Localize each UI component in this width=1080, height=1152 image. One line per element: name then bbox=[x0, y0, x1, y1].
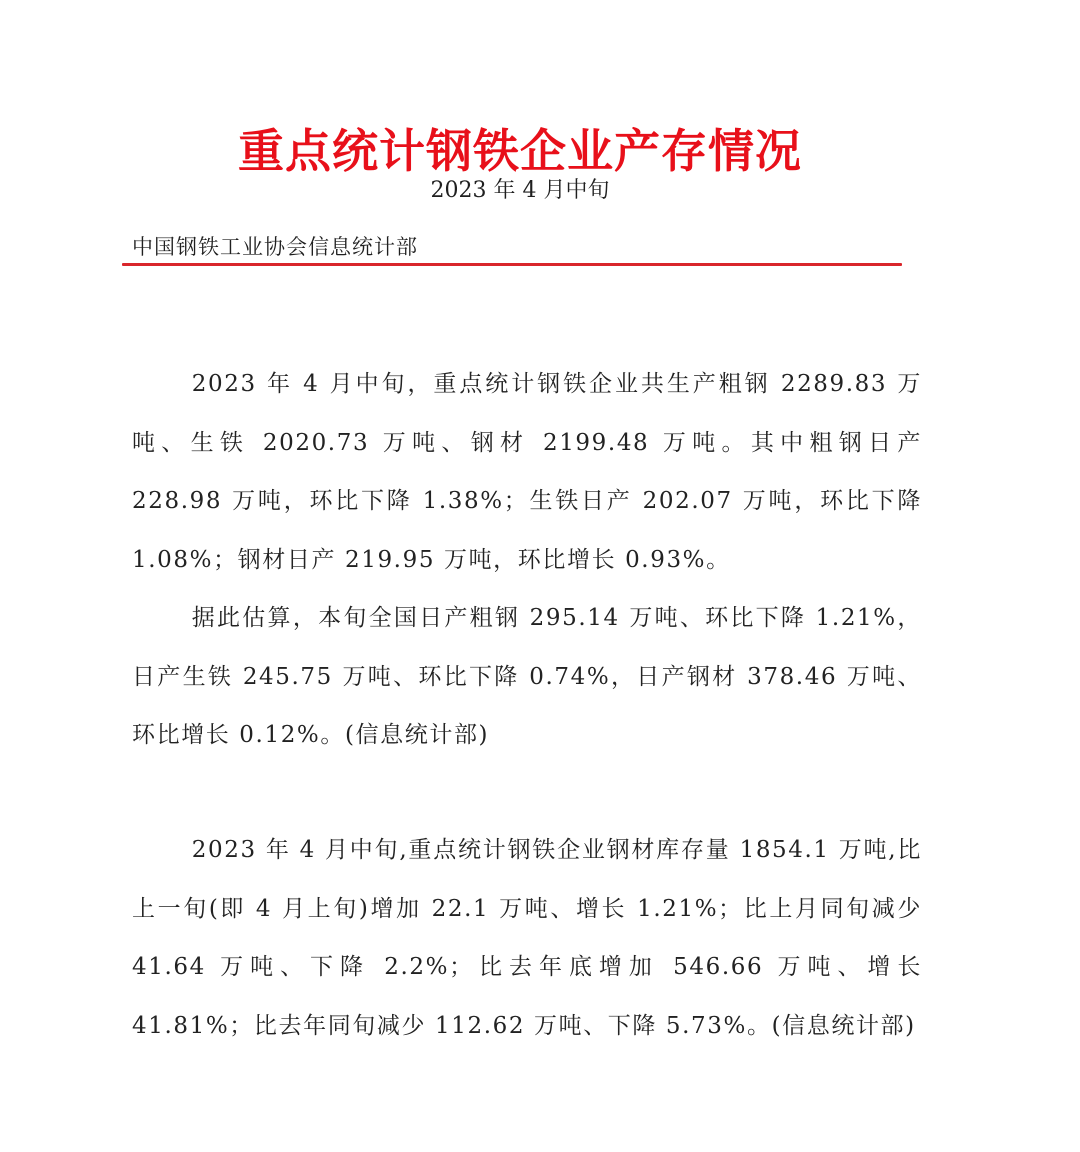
production-paragraph: 2023 年 4 月中旬，重点统计钢铁企业共生产粗钢 2289.83 万吨、生铁 2020.73 万吨、钢材 2199.48 万吨。其中粗钢日产 228.98 万吨，环比下降 1.38%；生铁日产 202.07 万吨，环比下降 1.08%；钢材日产 219.95 万吨，环比增长 0.93%。 bbox=[132, 371, 922, 573]
document-title: 重点统计钢铁企业产存情况 bbox=[238, 123, 802, 178]
issuing-organization: 中国钢铁工业协会信息统计部 bbox=[132, 235, 418, 259]
inventory-paragraph: 2023 年 4 月中旬,重点统计钢铁企业钢材库存量 1854.1 万吨,比上一旬(即 4 月上旬)增加 22.1 万吨、增长 1.21%；比上月同旬减少 41.64 万吨、下降 2.2%；比去年底增加 546.66 万吨、增长 41.81%；比去年同旬减少 112.62 万吨、下降 5.73%。(信息统计部) bbox=[132, 837, 922, 1039]
header-divider bbox=[122, 263, 902, 266]
national-estimate-paragraph: 据此估算，本旬全国日产粗钢 295.14 万吨、环比下降 1.21%，日产生铁 245.75 万吨、环比下降 0.74%，日产钢材 378.46 万吨、环比增长 0.12%。(信息统计部) bbox=[132, 605, 922, 748]
report-date: 2023 年 4 月中旬 bbox=[430, 178, 610, 203]
